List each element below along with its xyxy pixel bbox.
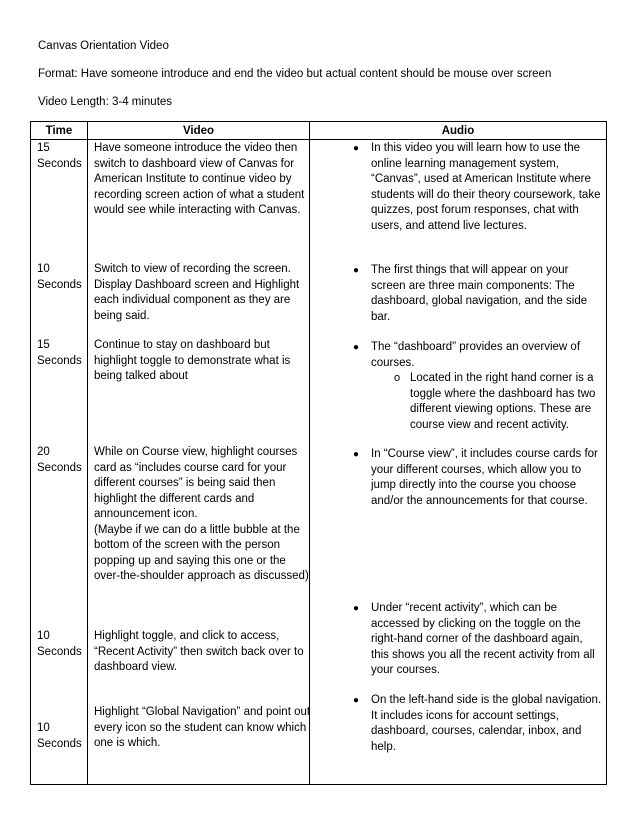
column-header-time: Time: [45, 125, 73, 137]
video-cell: Highlight toggle, and click to access, “Recent Activity” then switch back over to dashboard view.: [94, 630, 304, 673]
bullet-icon: ●: [353, 449, 360, 460]
bullet-icon: ●: [353, 603, 360, 614]
time-cell: 10 Seconds: [37, 722, 82, 750]
audio-cell: On the left-hand side is the global navigation. It includes icons for account settings, dashboard, courses, calendar, inbox, and help.: [371, 694, 602, 753]
column-divider: [87, 122, 88, 784]
time-cell: 20 Seconds: [37, 446, 82, 474]
header-divider: [31, 139, 606, 140]
time-cell: 10 Seconds: [37, 630, 82, 658]
audio-sub-cell: Located in the right hand corner is a toggle where the dashboard has two different viewing options. These are course view and recent activity.: [410, 372, 596, 431]
format-line: Format: Have someone introduce and end the video but actual content should be mouse over screen: [38, 68, 552, 80]
column-header-audio: Audio: [441, 125, 475, 137]
time-cell: 15 Seconds: [37, 142, 82, 170]
audio-cell: In “Course view”, it includes course cards for your different courses, which allow you to jump directly into the course you choose and/or the announcements for that course.: [371, 448, 598, 507]
audio-cell: In this video you will learn how to use the online learning management system, “Canvas”, used at American Institute where students will do their theory coursework, take quizzes, post forum responses, chat with users, and attend live lectures.: [371, 142, 601, 232]
video-cell: Switch to view of recording the screen. Display Dashboard screen and Highlight each individual component as they are being said.: [94, 263, 300, 322]
video-cell: Continue to stay on dashboard but highlight toggle to demonstrate what is being talked about: [94, 339, 291, 382]
audio-cell: Under “recent activity”, which can be accessed by clicking on the toggle on the right-hand corner of the dashboard again, this shows you all the recent activity from all your courses.: [371, 602, 595, 676]
video-cell: Highlight “Global Navigation” and point out every icon so the student can know which one is which.: [94, 706, 311, 749]
document-title: Canvas Orientation Video: [38, 40, 169, 52]
video-length-line: Video Length: 3-4 minutes: [38, 96, 173, 108]
script-table: [30, 121, 607, 785]
audio-cell: The “dashboard” provides an overview of courses.: [371, 341, 581, 369]
video-cell: While on Course view, highlight courses card as “includes course card for your different courses” is being said then highlight the different cards and announcement icon. (Maybe if we can do a little bubble at the bottom of the screen with the person popping up and saying this one or the over-the-shoulder approach as discussed): [94, 446, 309, 582]
column-header-video: Video: [182, 125, 215, 137]
video-cell: Have someone introduce the video then switch to dashboard view of Canvas for American Institute to continue video by recording screen action of what a student would see while interacting with Canvas.: [94, 142, 305, 216]
time-cell: 15 Seconds: [37, 339, 82, 367]
bullet-icon: ●: [353, 695, 360, 706]
bullet-icon: ●: [353, 342, 360, 353]
bullet-icon: ●: [353, 265, 360, 276]
sub-bullet-icon: o: [394, 372, 401, 384]
bullet-icon: ●: [353, 143, 360, 154]
audio-cell: The first things that will appear on your screen are three main components: The dashboard, global navigation, and the side bar.: [371, 264, 588, 323]
time-cell: 10 Seconds: [37, 263, 82, 291]
